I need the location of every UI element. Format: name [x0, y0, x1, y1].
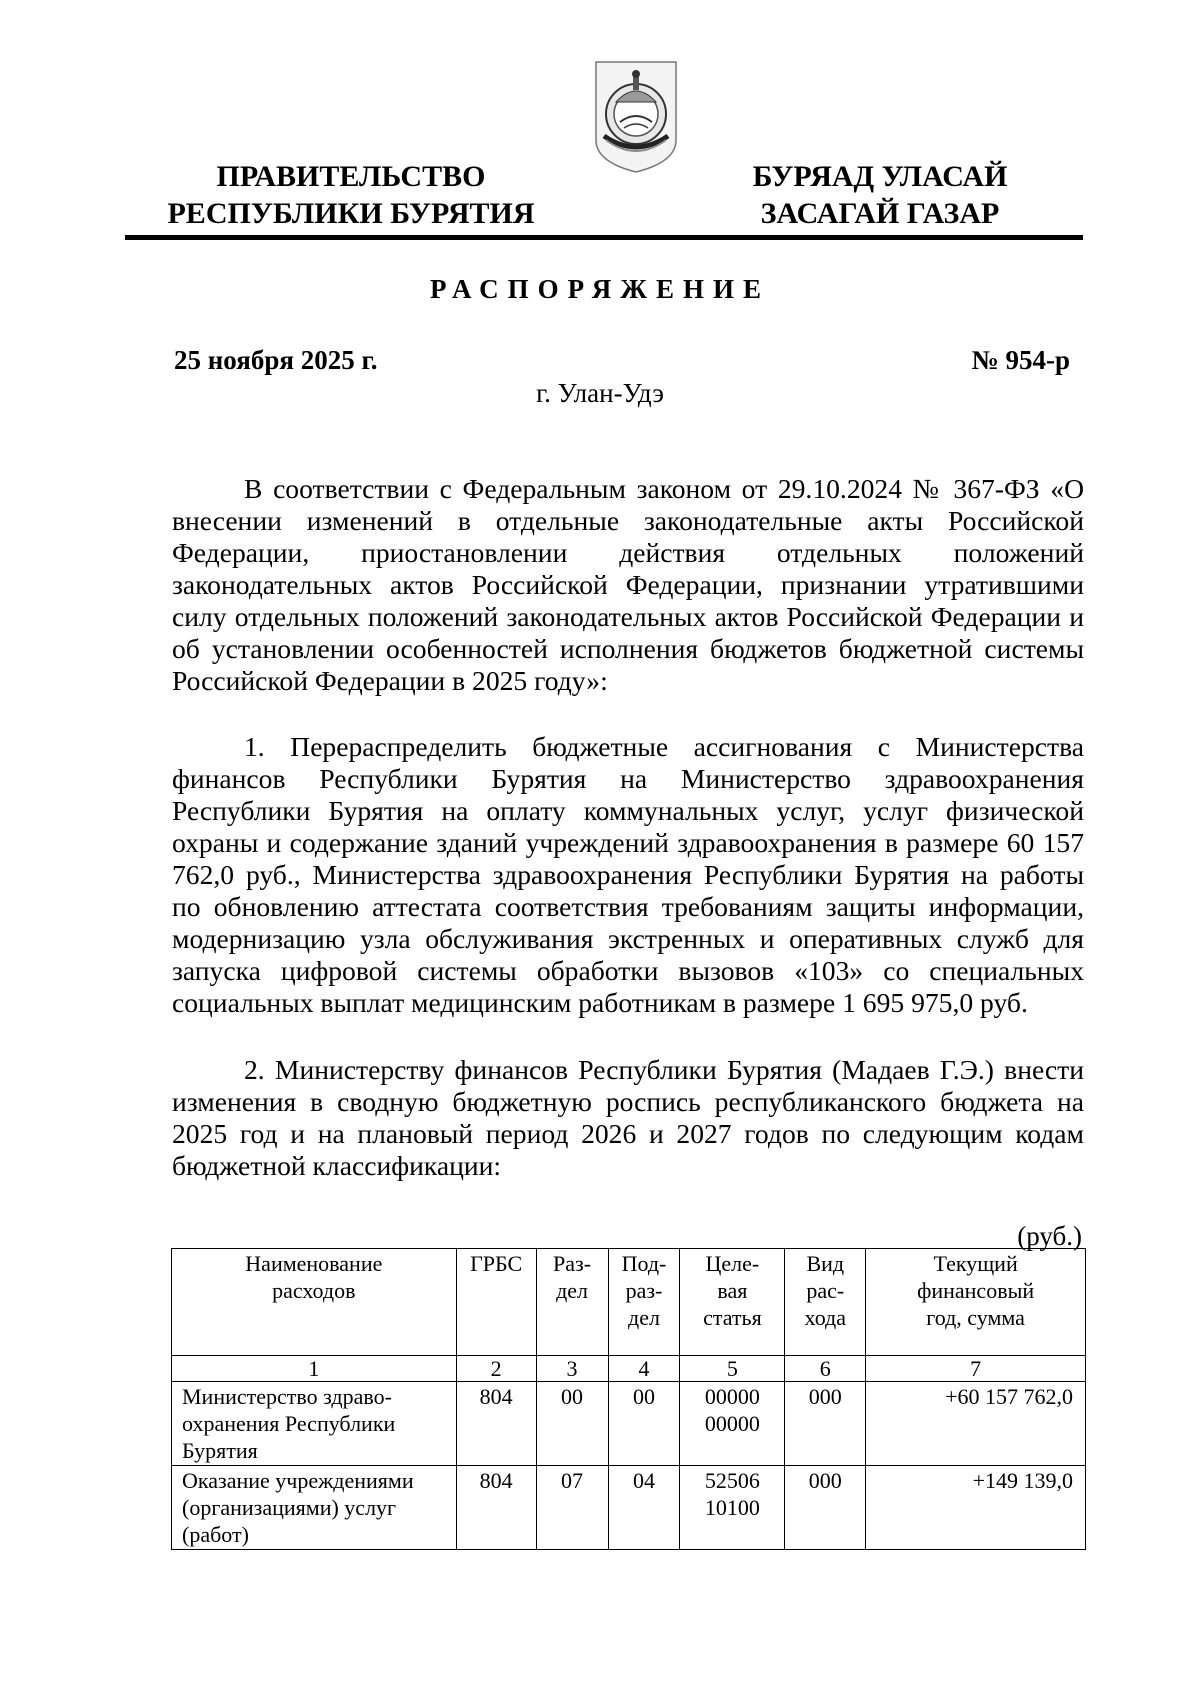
- table-row: [172, 1382, 1086, 1466]
- cell-razdel: 07: [536, 1466, 608, 1550]
- header-divider: [125, 235, 1083, 240]
- document-number: № 954-р: [971, 345, 1070, 375]
- header-right-org: [730, 158, 1030, 232]
- col-number: 2: [456, 1356, 536, 1382]
- paragraph-preamble: В соответствии с Федеральным законом от 29.10.2024 № 367-ФЗ «О внесении изменений в отдельные законодательные акты Российской Федерации, приостановлении действия отдельных положений законодательных актов Российской Федерации, признании утратившими силу отдельных положений законодательных актов Российской Федерации и об установлении особенностей исполнения бюджетов бюджетной системы Российской Федерации в 2025 году»:: [172, 473, 1084, 696]
- header-podrazdel: Под- раз- дел: [608, 1249, 680, 1356]
- col-number: 4: [608, 1356, 680, 1382]
- cell-summa: +60 157 762,0: [866, 1382, 1086, 1466]
- header-right-line1: БУРЯАД УЛАСАЙ: [752, 160, 1008, 193]
- col-number: 3: [536, 1356, 608, 1382]
- header-right-line2: ЗАСАГАЙ ГАЗАР: [760, 197, 1000, 230]
- cell-podrazdel: 00: [608, 1382, 680, 1466]
- cell-name: Оказание учреждениями (организациями) услуг (работ): [172, 1466, 457, 1550]
- cell-summa: +149 139,0: [866, 1466, 1086, 1550]
- cell-cel-statya: 00000 00000: [680, 1382, 785, 1466]
- col-number: 7: [866, 1356, 1086, 1382]
- cell-cel-statya: 52506 10100: [680, 1466, 785, 1550]
- header-summa: Текущий финансовый год, сумма: [866, 1249, 1086, 1356]
- cell-grbs: 804: [456, 1382, 536, 1466]
- table-column-numbers-row: [172, 1356, 1086, 1382]
- budget-table: [171, 1248, 1086, 1550]
- header-left-line2: РЕСПУБЛИКИ БУРЯТИЯ: [167, 197, 535, 230]
- header-vid-rashoda: Вид рас- хода: [785, 1249, 866, 1356]
- paragraph-item-2: 2. Министерству финансов Республики Бурятия (Мадаев Г.Э.) внести изменения в сводную бюджетную роспись республиканского бюджета на 2025 год и на плановый период 2026 и 2027 годов по следующим кодам бюджетной классификации:: [172, 1054, 1084, 1181]
- cell-vid-rashoda: 000: [785, 1466, 866, 1550]
- header-name: Наименование расходов: [172, 1249, 457, 1356]
- coat-of-arms-icon: [590, 58, 682, 176]
- header-left-org: [166, 158, 536, 232]
- table-header-row: [172, 1249, 1086, 1356]
- document-city: г. Улан-Удэ: [536, 378, 664, 408]
- table-row: [172, 1466, 1086, 1550]
- col-number: 6: [785, 1356, 866, 1382]
- header-left-line1: ПРАВИТЕЛЬСТВО: [216, 160, 486, 193]
- cell-name: Министерство здраво- охранения Республики Бурятия: [172, 1382, 457, 1466]
- cell-vid-rashoda: 000: [785, 1382, 866, 1466]
- cell-podrazdel: 04: [608, 1466, 680, 1550]
- header-grbs: ГРБС: [456, 1249, 536, 1356]
- document-date: 25 ноября 2025 г.: [174, 345, 378, 375]
- document-type: РАСПОРЯЖЕНИЕ: [429, 274, 771, 304]
- cell-razdel: 00: [536, 1382, 608, 1466]
- header-razdel: Раз- дел: [536, 1249, 608, 1356]
- paragraph-item-1: 1. Перераспределить бюджетные ассигнования с Министерства финансов Республики Бурятия на Министерство здравоохранения Республики Бурятия на оплату коммунальных услуг, услуг физической охраны и содержание зданий учреждений здравоохранения в размере 60 157 762,0 руб., Министерства здравоохранения Республики Бурятия на работы по обновлению аттестата соответствия требованиям защиты информации, модернизацию узла обслуживания экстренных и оперативных служб для запуска цифровой системы обработки вызовов «103» со специальных социальных выплат медицинским работникам в размере 1 695 975,0 руб.: [172, 731, 1084, 1018]
- header-cel-statya: Целе- вая статья: [680, 1249, 785, 1356]
- col-number: 1: [172, 1356, 457, 1382]
- cell-grbs: 804: [456, 1466, 536, 1550]
- col-number: 5: [680, 1356, 785, 1382]
- table-unit: (руб.): [1017, 1221, 1082, 1251]
